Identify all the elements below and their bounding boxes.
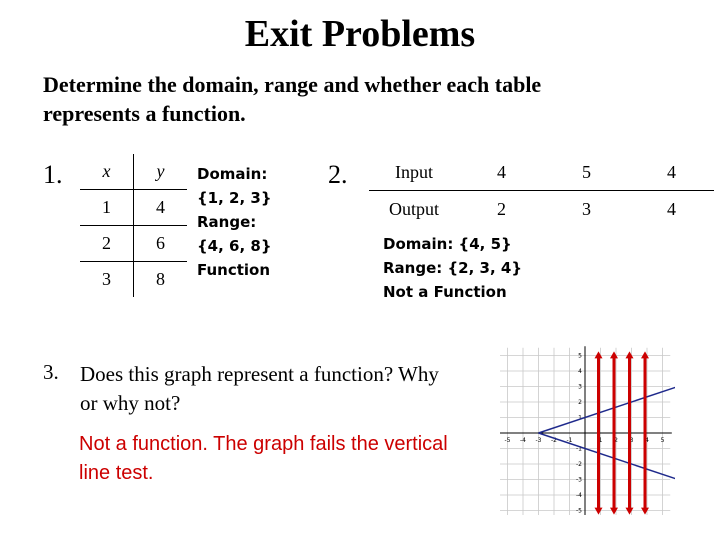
table-cell: 3 (582, 198, 591, 219)
x-tick-label: -5 (504, 437, 511, 444)
y-tick-label: 3 (578, 383, 582, 391)
relation-upper-line (539, 383, 676, 433)
coordinate-graph (500, 345, 675, 515)
y-tick-label: -3 (576, 476, 582, 484)
table-cell: 4 (629, 154, 714, 191)
problem-3-answer: Not a function. The graph fails the vertical line test. (79, 433, 448, 484)
table-row (80, 190, 187, 226)
y-tick-label: 1 (578, 414, 582, 422)
arrow-up-icon (641, 351, 649, 358)
x-tick-label: -1 (566, 437, 573, 444)
arrow-up-icon (595, 351, 603, 358)
x-tick-label: -3 (535, 437, 542, 444)
arrow-down-icon (641, 508, 649, 515)
problem-2-table (369, 154, 714, 227)
y-tick-label: 5 (578, 352, 582, 360)
x-tick-label: 4 (645, 437, 649, 444)
x-tick-label: -2 (551, 437, 557, 444)
table-row (369, 191, 714, 228)
answer-line: Range: (197, 213, 257, 231)
answer-line: Domain: {4, 5} (383, 235, 512, 253)
table-cell: 4 (667, 198, 676, 219)
table-cell: 4 (134, 190, 188, 226)
table-cell: 6 (134, 226, 188, 262)
answer-line: Range: {2, 3, 4} (383, 259, 522, 277)
answer-line: {4, 6, 8} (197, 237, 272, 255)
table-cell: 2 (497, 198, 506, 219)
arrow-down-icon (610, 508, 618, 515)
table-cell: 3 (80, 262, 134, 298)
table-cell: 8 (134, 262, 188, 298)
problem-1-table (80, 154, 187, 297)
x-tick-label: 5 (660, 437, 665, 444)
y-tick-label: 2 (578, 399, 582, 406)
header-x: x (102, 161, 111, 181)
answer-line: Function (197, 261, 271, 279)
table-header-row (80, 154, 187, 190)
output-label: Output (388, 198, 439, 219)
relation-lower-line (539, 433, 676, 483)
table-cell: 5 (544, 154, 629, 191)
answer-line: Domain: (197, 165, 268, 183)
arrow-down-icon (626, 508, 634, 515)
input-label: Input (369, 154, 459, 191)
problem-1-number: 1. (43, 160, 63, 189)
x-tick-label: -4 (520, 437, 526, 444)
page-title: Exit Problems (244, 13, 476, 55)
problem-2-answer (383, 232, 522, 304)
problem-3-number: 3. (43, 360, 59, 384)
header-y: y (134, 154, 188, 190)
y-tick-label: -4 (576, 492, 582, 499)
arrow-down-icon (595, 508, 603, 515)
table-cell: 1 (80, 190, 134, 226)
arrow-up-icon (626, 351, 634, 358)
x-tick-label: 2 (614, 437, 618, 444)
answer-line: {1, 2, 3} (197, 189, 272, 207)
problem-1-answer (197, 162, 272, 282)
table-row (80, 262, 187, 298)
table-cell: 4 (459, 154, 544, 191)
table-cell: 2 (80, 226, 134, 262)
x-tick-label: 3 (629, 437, 634, 444)
problem-2-number: 2. (328, 160, 348, 189)
y-tick-label: -5 (576, 507, 582, 515)
table-row (369, 154, 714, 191)
table-row (80, 226, 187, 262)
y-tick-label: -2 (576, 461, 582, 468)
x-tick-label: 1 (598, 437, 603, 444)
answer-line: Not a Function (383, 283, 507, 301)
y-tick-label: 4 (578, 368, 582, 375)
problem-3-question: Does this graph represent a function? Why or why not? (80, 362, 439, 415)
instructions: Determine the domain, range and whether each table represents a function. (43, 72, 542, 126)
y-tick-label: -1 (576, 445, 582, 453)
arrow-up-icon (610, 351, 618, 358)
